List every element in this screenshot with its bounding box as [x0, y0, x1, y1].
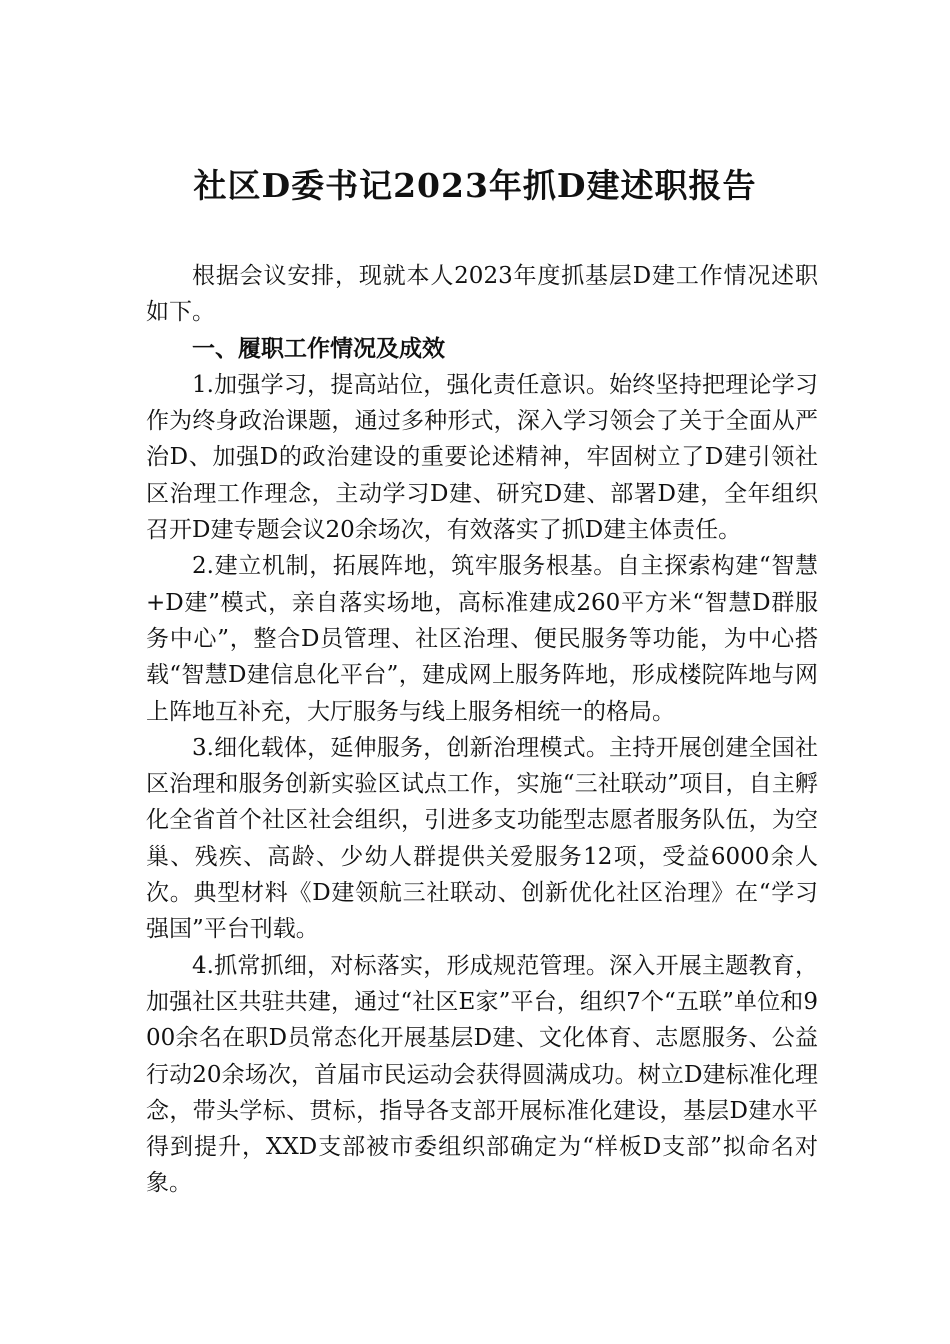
- paragraph-2: 2.建立机制，拓展阵地，筑牢服务根基。自主探索构建“智慧+D建”模式，亲自落实场地，高标准建成260平方米“智慧D群服务中心”，整合D员管理、社区治理、便民服务等功能，为中心搭载“智慧D建信息化平台”，建成网上服务阵地，形成楼院阵地与网上阵地互补充，大厅服务与线上服务相统一的格局。: [146, 553, 818, 725]
- intro-paragraph: 根据会议安排，现就本人2023年度抓基层D建工作情况述职如下。: [146, 263, 818, 326]
- section-heading: 一、履职工作情况及成效: [192, 335, 445, 362]
- document-title: 社区D委书记2023年抓D建述职报告: [193, 166, 757, 205]
- paragraph-4: 4.抓常抓细，对标落实，形成规范管理。深入开展主题教育，加强社区共驻共建，通过“社区E家”平台，组织7个“五联”单位和900余名在职D员常态化开展基层D建、文化体育、志愿服务、公益行动20余场次，首届市民运动会获得圆满成功。树立D建标准化理念，带头学标、贯标，指导各支部开展标准化建设，基层D建水平得到提升，XXD支部被市委组织部确定为“样板D支部”拟命名对象。: [146, 952, 818, 1197]
- paragraph-3: 3.细化载体，延伸服务，创新治理模式。主持开展创建全国社区治理和服务创新实验区试点工作，实施“三社联动”项目，自主孵化全省首个社区社会组织，引进多支功能型志愿者服务队伍，为空巢、残疾、高龄、少幼人群提供关爱服务12项，受益6000余人次。典型材料《D建领航三社联动、创新优化社区治理》在“学习强国”平台刊载。: [146, 734, 818, 943]
- paragraph-1: 1.加强学习，提高站位，强化责任意识。始终坚持把理论学习作为终身政治课题，通过多种形式，深入学习领会了关于全面从严治D、加强D的政治建设的重要论述精神，牢固树立了D建引领社区治理工作理念，主动学习D建、研究D建、部署D建，全年组织召开D建专题会议20余场次，有效落实了抓D建主体责任。: [146, 371, 818, 544]
- document-body: [146, 258, 818, 1202]
